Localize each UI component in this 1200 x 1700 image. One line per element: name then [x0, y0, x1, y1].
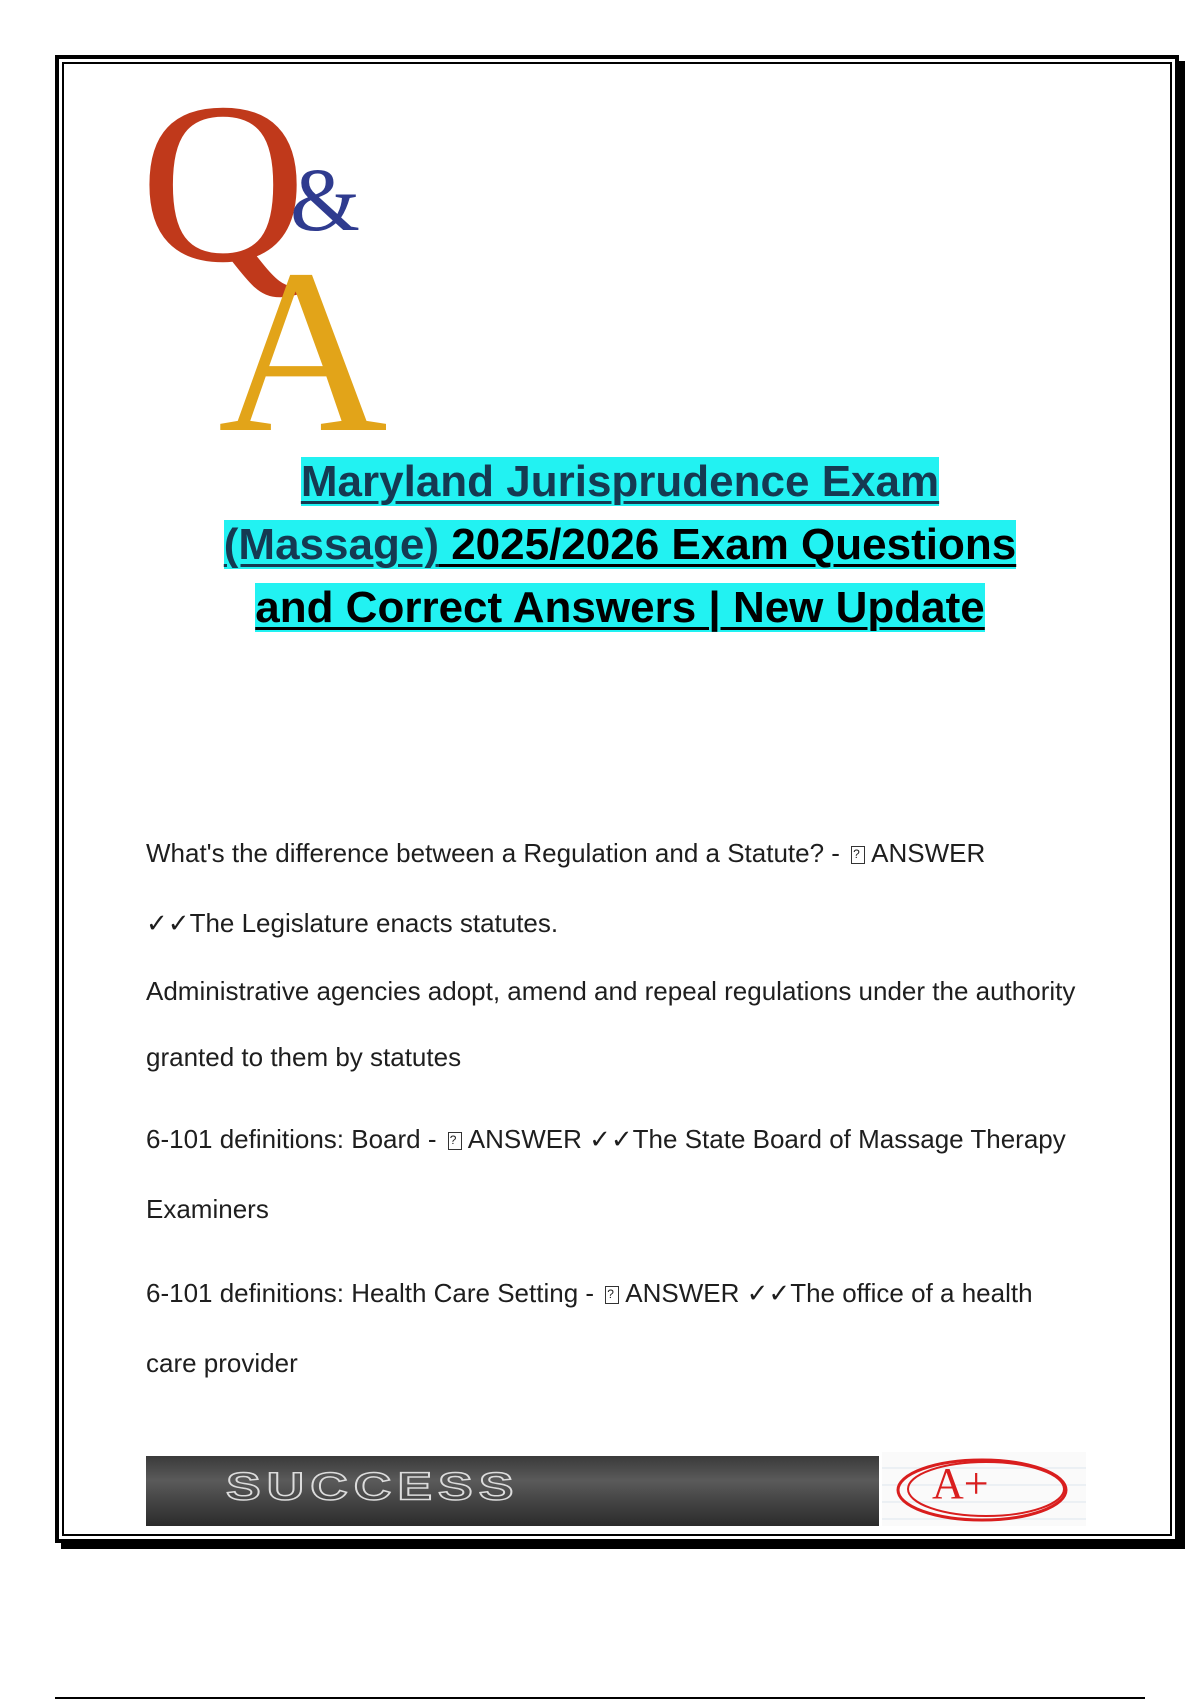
qa-question: 6-101 definitions: Health Care Setting - [146, 1278, 602, 1308]
qa-question-line [146, 818, 1086, 888]
qa-answer: ✓✓The office of a health care provider [146, 1278, 1033, 1378]
title-line-1: Maryland Jurisprudence Exam [300, 457, 940, 506]
qa-answer-tag: ANSWER [871, 838, 986, 868]
grade-text: A+ [932, 1459, 989, 1508]
qa-question-line [146, 1258, 1086, 1398]
missing-glyph-icon [851, 846, 865, 864]
logo-a-letter: A [218, 221, 388, 450]
title-line-2-part-2: 2025/2026 Exam Questions [438, 520, 1017, 569]
document-title [140, 450, 1100, 639]
qa-item [146, 1104, 1086, 1244]
title-line-3: and Correct Answers | New Update [255, 583, 985, 632]
qa-answer: ✓✓The State Board of Massage Therapy Examiners [146, 1124, 1066, 1224]
qa-question-line [146, 1104, 1086, 1244]
missing-glyph-icon [448, 1132, 462, 1150]
qa-item [146, 818, 1086, 1090]
qa-answer-tag: ANSWER [467, 1124, 582, 1154]
missing-glyph-icon [605, 1286, 619, 1304]
success-banner-text: SUCCESS [226, 1464, 520, 1509]
qa-answer: ✓✓The Legislature enacts statutes. [146, 908, 559, 938]
qa-question: 6-101 definitions: Board - [146, 1124, 444, 1154]
qa-logo [140, 70, 430, 450]
qa-content [146, 818, 1086, 1412]
page-divider [55, 1697, 1145, 1699]
qa-answer-tag: ANSWER [625, 1278, 740, 1308]
success-banner-image [146, 1456, 879, 1526]
qa-item [146, 1258, 1086, 1398]
qa-question: What's the difference between a Regulation and a Statute? - [146, 838, 848, 868]
grade-image [882, 1452, 1086, 1526]
qa-answer-extra: Administrative agencies adopt, amend and repeal regulations under the authority granted to them by statutes [146, 976, 1076, 1072]
logo-ampersand: & [290, 151, 361, 250]
title-line-2-part-1: (Massage) [223, 520, 439, 569]
logo-q-letter: Q [140, 70, 307, 310]
